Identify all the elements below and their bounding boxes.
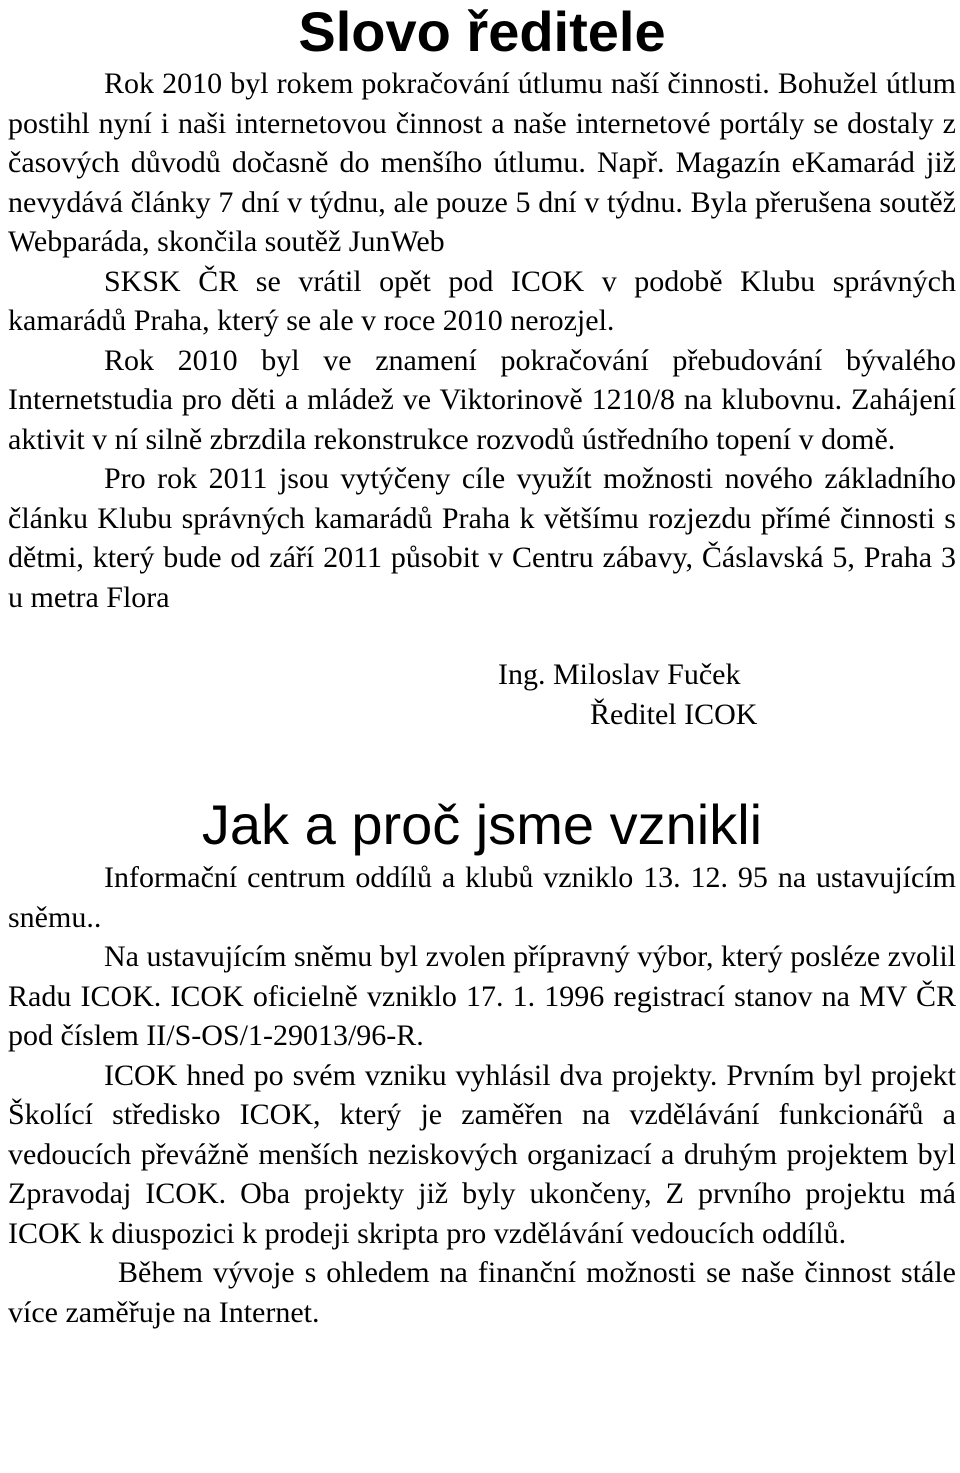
spacer [8,617,956,655]
paragraph: Pro rok 2011 jsou vytýčeny cíle využít možnosti nového základního článku Klubu správných kamarádů Praha k většímu rozjezdu přímé činnosti s dětmi, který bude od září 2011 působit v Centru zábavy, Čáslavská 5, Praha 3 u metra Flora [8,462,956,614]
paragraph: Rok 2010 byl ve znamení pokračování přebudování bývalého Internetstudia pro děti a mládež ve Viktorinově 1210/8 na klubovnu. Zahájení aktivit v ní silně zbrzdila rekonstrukce rozvodů ústředního topení v domě. [8,343,956,456]
paragraph: Na ustavujícím sněmu byl zvolen přípravný výbor, který posléze zvolil Radu ICOK. ICOK oficielně vzniklo 17. 1. 1996 registrací stanov na MV ČR pod číslem II/S-OS/1-29013/96-R. [8,940,956,1052]
signature-name: Ing. Miloslav Fuček [498,658,741,691]
document-page [8,0,956,1332]
paragraph: Během vývoje s ohledem na finanční možnosti se naše činnost stále více zaměřuje na Internet. [8,1256,956,1329]
paragraph: Informační centrum oddílů a klubů vzniklo 13. 12. 95 na ustavujícím sněmu.. [8,861,956,934]
paragraph: SKSK ČR se vrátil opět pod ICOK v podobě Klubu správných kamarádů Praha, který se ale v roce 2010 nerozjel. [8,264,956,337]
spacer [8,735,956,793]
signature-title: Ředitel ICOK [590,698,758,731]
section-title-director: Slovo ředitele [298,0,666,63]
section-title-origin: Jak a proč jsme vznikli [201,793,763,856]
paragraph: Rok 2010 byl rokem pokračování útlumu naší činnosti. Bohužel útlum postihl nyní i naši internetovou činnost a naše internetové portály se dostaly z časových důvodů dočasně do menšího útlumu. Např. Magazín eKamarád již nevydává články 7 dní v týdnu, ale pouze 5 dní v týdnu. Byla přerušena soutěž Webparáda, skončila soutěž JunWeb [8,67,956,258]
paragraph: ICOK hned po svém vzniku vyhlásil dva projekty. Prvním byl projekt Školící středisko ICOK, který je zaměřen na vzdělávání funkcionářů a vedoucích převážně menších neziskových organizací a druhým projektem byl Zpravodaj ICOK. Oba projekty již byly ukončeny, Z prvního projektu má ICOK k diuspozici k prodeji skripta pro vzdělávání vedoucích oddílů. [8,1058,956,1250]
